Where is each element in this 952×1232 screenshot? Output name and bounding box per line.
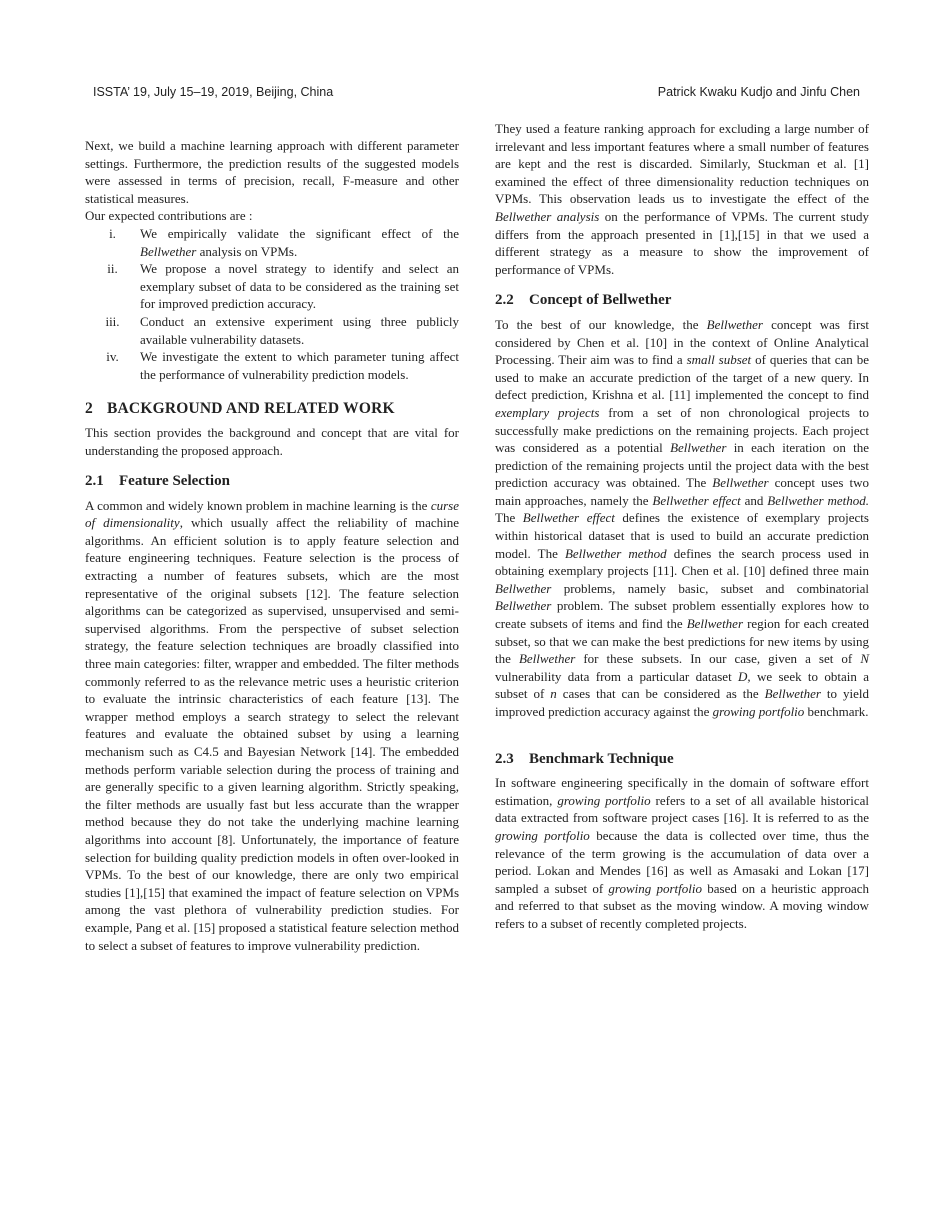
intro-paragraph: Next, we build a machine learning approach with different parameter settings. Furthermore, the prediction results of the suggested models were assessed in terms of precision, recall, F-measure and other statistical measures. <box>85 138 459 206</box>
section-2-3-heading: 2.3 Benchmark Technique <box>495 750 674 767</box>
running-header-authors: Patrick Kwaku Kudjo and Jinfu Chen <box>657 85 860 99</box>
section-2-1-paragraph: A common and widely known problem in machine learning is the curse of dimensionality, which usually affect the reliability of machine algorithms. An efficient solution is to apply feature selection and feature engineering techniques. Feature selection is the process of extracting a number of features subsets, which are the most representative of the original subsets [12]. The feature selection algorithms can be categorized as supervised, unsupervised and semi-supervised algorithms. From the perspective of subset selection strategy, the feature selection techniques are broadly classified into three main categories: filter, wrapper and embedded. The filter methods commonly referred to as the relevance metric uses a heuristic criterion to evaluate the intrinsic characteristics of each feature [13]. The wrapper method employs a search strategy to select the relevant features and evaluate the obtained subset by using a learning mechanism such as C4.5 and Bayesian Network [14]. The embedded methods perform variable selection during the process of training and are generally specific to a given learning algorithm. Strictly speaking, the filter methods are usually fast but less accurate than the wrapper method because they do not take the underlying machine learning algorithms into account [8]. Unfortunately, the importance of feature selection for building quality prediction models in often over-looked in VPMs. To the best of our knowledge, there are only two empirical studies [1],[15] that examined the impact of feature selection on VPMs among the vast plethora of vulnerability prediction studies. For example, Pang et al. [15] proposed a statistical feature selection method to select a subset of features to improve vulnerability prediction. <box>85 497 459 953</box>
list-item-text: We propose a novel strategy to identify and select an exemplary subset of data to be considered as the training set for improved prediction accuracy. <box>140 261 459 312</box>
continued-paragraph: They used a feature ranking approach for excluding a large number of irrelevant and less important features where a small number of features are kept and the rest is discarded. Similarly, Stuckman et al. [1] examined the effect of three dimensionality reduction techniques on VPMs. This observation leads us to investigate the effect of the Bellwether analysis on the performance of VPMs. The current study differs from the approach presented in [1],[15] in that we used a different strategy as a measure to show the improvement of performance of VPMs. <box>495 121 869 277</box>
list-item-text: We empirically validate the significant effect of the Bellwether analysis on VPMs. <box>140 225 459 259</box>
left-column <box>85 137 459 954</box>
list-item-text: Conduct an extensive experiment using three publicly available vulnerability datasets. <box>140 313 459 347</box>
right-column <box>495 120 869 933</box>
section-2-2-paragraph: To the best of our knowledge, the Bellwether concept was first considered by Chen et al. [10] in the context of Online Analytical Processing. Their aim was to find a small subset of queries that can be used to make an accurate prediction of the target of a new query. In defect prediction, Krishna et al. [11] implemented the concept to find exemplary projects from a set of non chronological projects to successfully make predictions on the remaining projects. Each project was considered as a potential Bellwether in each iteration on the prediction of the remaining projects until the project data with the best prediction accuracy was obtained. The Bellwether concept uses two main approaches, namely the Bellwether effect and Bellwether method. The Bellwether effect defines the existence of exemplary projects within historical dataset that is used to build an accurate prediction model. The Bellwether method defines the search process used in obtaining exemplary projects [11]. Chen et al. [10] defined three main Bellwether problems, namely basic, subset and combinatorial Bellwether problem. The subset problem essentially explores how to create subsets of items and find the Bellwether region for each created subset, so that we can make the best predictions for new items by using the Bellwether for these subsets. In our case, given a set of N vulnerability data from a particular dataset D, we seek to obtain a subset of n cases that can be considered as the Bellwether to yield improved prediction accuracy against the growing portfolio benchmark. <box>495 316 870 719</box>
list-item-number: iii. <box>105 313 120 329</box>
section-2-paragraph: This section provides the background and concept that are vital for understanding the proposed approach. <box>85 424 459 458</box>
section-2-2-heading: 2.2 Concept of Bellwether <box>495 292 672 309</box>
list-item-number: i. <box>109 225 116 241</box>
list-item <box>85 313 459 348</box>
list-item <box>85 348 459 383</box>
list-item-number: ii. <box>107 261 118 277</box>
list-item <box>85 225 459 260</box>
list-item-text: We investigate the extent to which parameter tuning affect the performance of vulnerability prediction models. <box>140 349 459 382</box>
contributions-intro: Our expected contributions are : <box>85 208 253 224</box>
section-2-3-paragraph: In software engineering specifically in the domain of software effort estimation, growing portfolio refers to a set of all available historical data extracted from software project cases [16]. It is referred to as the growing portfolio because the data is collected over time, thus the relevance of the term growing is the accumulation of data over a period. Lokan and Mendes [16] as well as Amasaki and Lokan [17] sampled a subset of growing portfolio based on a heuristic approach and referred to that subset as the moving window. A moving window refers to a subset of recently completed projects. <box>495 775 869 931</box>
list-item <box>85 260 459 313</box>
running-header-venue: ISSTA’ 19, July 15–19, 2019, Beijing, China <box>93 85 334 99</box>
contributions-list <box>85 225 459 383</box>
section-2-1-heading: 2.1 Feature Selection <box>85 473 230 490</box>
list-item-number: iv. <box>106 349 119 365</box>
section-2-heading: 2 BACKGROUND AND RELATED WORK <box>85 400 395 418</box>
